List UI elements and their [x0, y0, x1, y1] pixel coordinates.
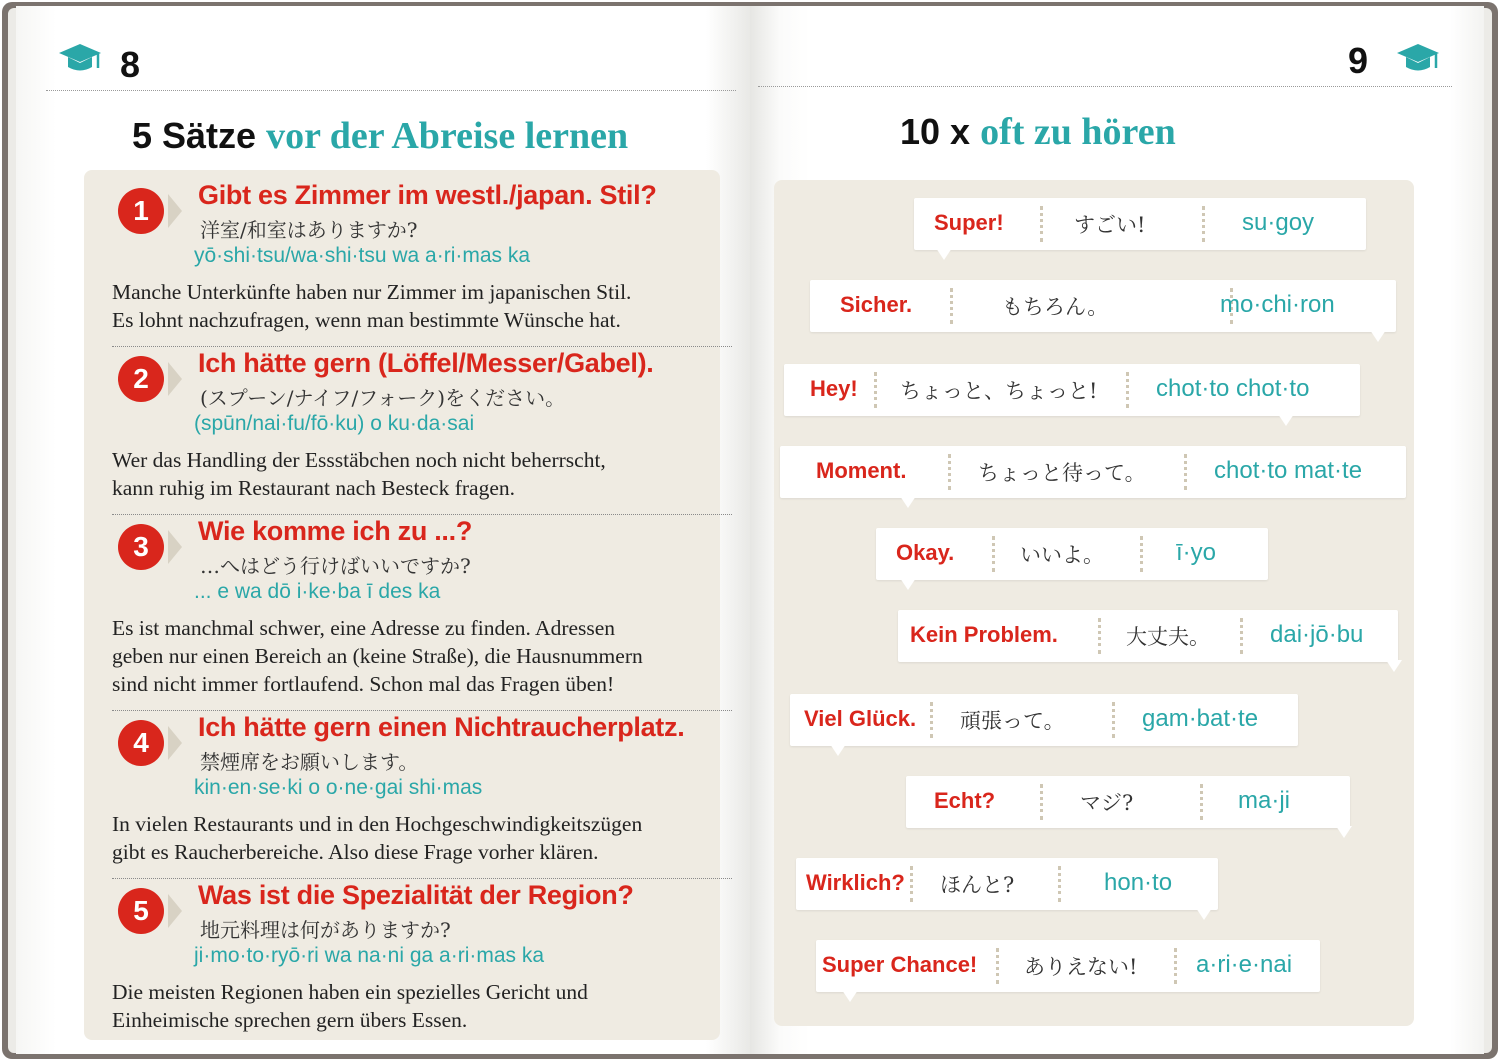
speech-bubble	[810, 280, 1396, 332]
expression-romaji: ī·yo	[1176, 539, 1217, 566]
note-line: gibt es Raucherbereiche. Also diese Frage vorher klären.	[112, 840, 599, 864]
expression-japanese: ありえない!	[1024, 955, 1138, 979]
phrase-note	[112, 446, 732, 502]
phrase-german: Ich hätte gern (Löffel/Messer/Gabel).	[198, 348, 654, 378]
expression-german: Hey!	[810, 376, 858, 401]
expression-romaji: ma·ji	[1238, 787, 1290, 814]
phrases-panel	[84, 170, 720, 1040]
speech-bubble	[876, 528, 1268, 580]
phrase-divider	[112, 878, 732, 879]
title-accent: vor der Abreise lernen	[266, 115, 629, 157]
expression-german: Okay.	[896, 540, 955, 565]
phrase-japanese: (スプーン/ナイフ/フォーク)をください。	[200, 386, 566, 410]
expression-german: Moment.	[816, 458, 907, 483]
dotted-separator	[1200, 784, 1203, 820]
dotted-separator	[1040, 784, 1043, 820]
note-line: Es ist manchmal schwer, eine Adresse zu finden. Adressen	[112, 616, 616, 640]
expression-romaji: dai·jō·bu	[1270, 621, 1364, 648]
speech-bubble	[906, 776, 1350, 828]
dotted-separator	[1240, 618, 1243, 654]
expression-japanese: すごい!	[1074, 213, 1146, 237]
phrase-number-badge: 2	[118, 356, 164, 402]
speech-bubble	[780, 446, 1406, 498]
phrase-number-badge: 3	[118, 524, 164, 570]
bubble-tail	[842, 990, 858, 1002]
expression-romaji: chot·to mat·te	[1214, 457, 1363, 484]
note-line: Einheimische sprechen gern übers Essen.	[112, 1008, 468, 1032]
bubble-tail	[936, 248, 952, 260]
bubble-tail	[1336, 826, 1352, 838]
dotted-separator	[1098, 618, 1101, 654]
note-line: Wer das Handling der Essstäbchen noch nicht beherrscht,	[112, 448, 606, 472]
dotted-separator	[996, 948, 999, 984]
dotted-separator	[1202, 206, 1205, 242]
expression-japanese: 頑張って。	[960, 709, 1065, 733]
expression-japanese: 大丈夫。	[1126, 625, 1210, 649]
bubble-tail	[1196, 908, 1212, 920]
expression-japanese: ちょっと待って。	[978, 461, 1146, 485]
phrase-japanese: 地元料理は何がありますか?	[200, 918, 451, 942]
page-number: 9	[1348, 40, 1369, 81]
phrase-divider	[112, 346, 732, 347]
speech-bubble	[784, 364, 1360, 416]
title-accent: oft zu hören	[980, 111, 1176, 153]
dotted-separator	[1126, 372, 1129, 408]
bubble-tail	[1278, 414, 1294, 426]
chevron-right-icon	[168, 194, 182, 228]
page-title	[900, 110, 1176, 154]
dotted-separator	[950, 288, 953, 324]
phrase-divider	[112, 710, 732, 711]
bubble-tail	[830, 744, 846, 756]
expression-japanese: もちろん。	[1002, 295, 1109, 319]
left-page	[16, 6, 750, 1054]
speech-bubble	[914, 198, 1366, 250]
expression-german: Super Chance!	[822, 952, 978, 977]
phrase-romaji: kin·en·se·ki o o·ne·gai shi·mas	[194, 776, 483, 799]
phrase-german: Gibt es Zimmer im westl./japan. Stil?	[198, 180, 657, 210]
note-line: geben nur einen Bereich an (keine Straße), die Hausnummern	[112, 644, 643, 668]
bubble-tail	[1370, 330, 1386, 342]
dotted-separator	[992, 536, 995, 572]
graduation-cap-icon	[58, 42, 102, 76]
dotted-separator	[930, 702, 933, 738]
phrase-note	[112, 810, 732, 866]
speech-bubble	[796, 858, 1218, 910]
expression-german: Wirklich?	[806, 870, 905, 895]
chevron-right-icon	[168, 362, 182, 396]
title-plain: 5 Sätze	[132, 115, 257, 156]
expression-german: Viel Glück.	[804, 706, 917, 731]
chevron-right-icon	[168, 894, 182, 928]
expression-japanese: ほんと?	[940, 873, 1015, 897]
title-plain: 10 x	[900, 111, 971, 152]
phrase-romaji: ji·mo·to·ryō·ri wa na·ni ga a·ri·mas ka	[194, 944, 545, 967]
expression-german: Sicher.	[840, 292, 913, 317]
phrase-number-badge: 1	[118, 188, 164, 234]
page-number: 8	[120, 44, 141, 85]
bubble-tail	[900, 578, 916, 590]
dotted-separator	[1112, 702, 1115, 738]
dotted-separator	[1174, 948, 1177, 984]
expression-japanese: ちょっと、ちょっと!	[900, 379, 1098, 403]
dotted-separator	[910, 866, 913, 902]
phrase-note	[112, 614, 732, 698]
phrase-romaji: yō·shi·tsu/wa·shi·tsu wa a·ri·mas ka	[194, 244, 531, 267]
expression-romaji: chot·to chot·to	[1156, 375, 1310, 402]
note-line: sind nicht immer fortlaufend. Schon mal das Fragen üben!	[112, 672, 615, 696]
bubble-tail	[900, 496, 916, 508]
phrase-romaji: ... e wa dō i·ke·ba ī des ka	[194, 580, 441, 603]
dotted-separator	[1058, 866, 1061, 902]
chevron-right-icon	[168, 530, 182, 564]
phrase-japanese: 禁煙席をお願いします。	[200, 750, 419, 774]
header-divider	[46, 90, 736, 91]
note-line: Die meisten Regionen haben ein spezielles Gericht und	[112, 980, 588, 1004]
note-line: Manche Unterkünfte haben nur Zimmer im japanischen Stil.	[112, 280, 632, 304]
phrase-japanese: …へはどう行けばいいですか?	[200, 554, 471, 578]
phrase-divider	[112, 514, 732, 515]
phrase-german: Was ist die Spezialität der Region?	[198, 880, 634, 910]
right-page	[750, 6, 1484, 1054]
chevron-right-icon	[168, 726, 182, 760]
expression-german: Kein Problem.	[910, 622, 1058, 647]
speech-bubble	[898, 610, 1398, 662]
bubble-tail	[1386, 660, 1402, 672]
page-title	[132, 114, 628, 158]
dotted-separator	[874, 372, 877, 408]
phrase-note	[112, 278, 732, 334]
phrase-japanese: 洋室/和室はありますか?	[200, 218, 418, 242]
phrase-german: Ich hätte gern einen Nichtraucherplatz.	[198, 712, 685, 742]
note-line: In vielen Restaurants und in den Hochgeschwindigkeitszügen	[112, 812, 643, 836]
expression-german: Super!	[934, 210, 1004, 235]
note-line: kann ruhig im Restaurant nach Besteck fragen.	[112, 476, 515, 500]
expression-romaji: hon·to	[1104, 869, 1173, 896]
dotted-separator	[1184, 454, 1187, 490]
speech-bubble	[816, 940, 1320, 992]
expression-german: Echt?	[934, 788, 996, 813]
dotted-separator	[1040, 206, 1043, 242]
phrase-romaji: (spūn/nai·fu/fō·ku) o ku·da·sai	[194, 412, 475, 435]
expression-romaji: a·ri·e·nai	[1196, 951, 1293, 978]
phrase-number-badge: 5	[118, 888, 164, 934]
header-divider	[758, 86, 1452, 87]
expression-romaji: gam·bat·te	[1142, 705, 1259, 732]
expression-romaji: su·goy	[1242, 209, 1315, 236]
speech-bubble	[790, 694, 1298, 746]
expression-romaji: mo·chi·ron	[1220, 291, 1335, 318]
note-line: Es lohnt nachzufragen, wenn man bestimmte Wünsche hat.	[112, 308, 621, 332]
dotted-separator	[1140, 536, 1143, 572]
expression-japanese: マジ?	[1080, 791, 1134, 815]
dotted-separator	[948, 454, 951, 490]
graduation-cap-icon	[1396, 42, 1440, 76]
phrase-note	[112, 978, 732, 1034]
expression-japanese: いいよ。	[1020, 543, 1104, 567]
phrase-german: Wie komme ich zu ...?	[198, 516, 473, 546]
phrase-number-badge: 4	[118, 720, 164, 766]
